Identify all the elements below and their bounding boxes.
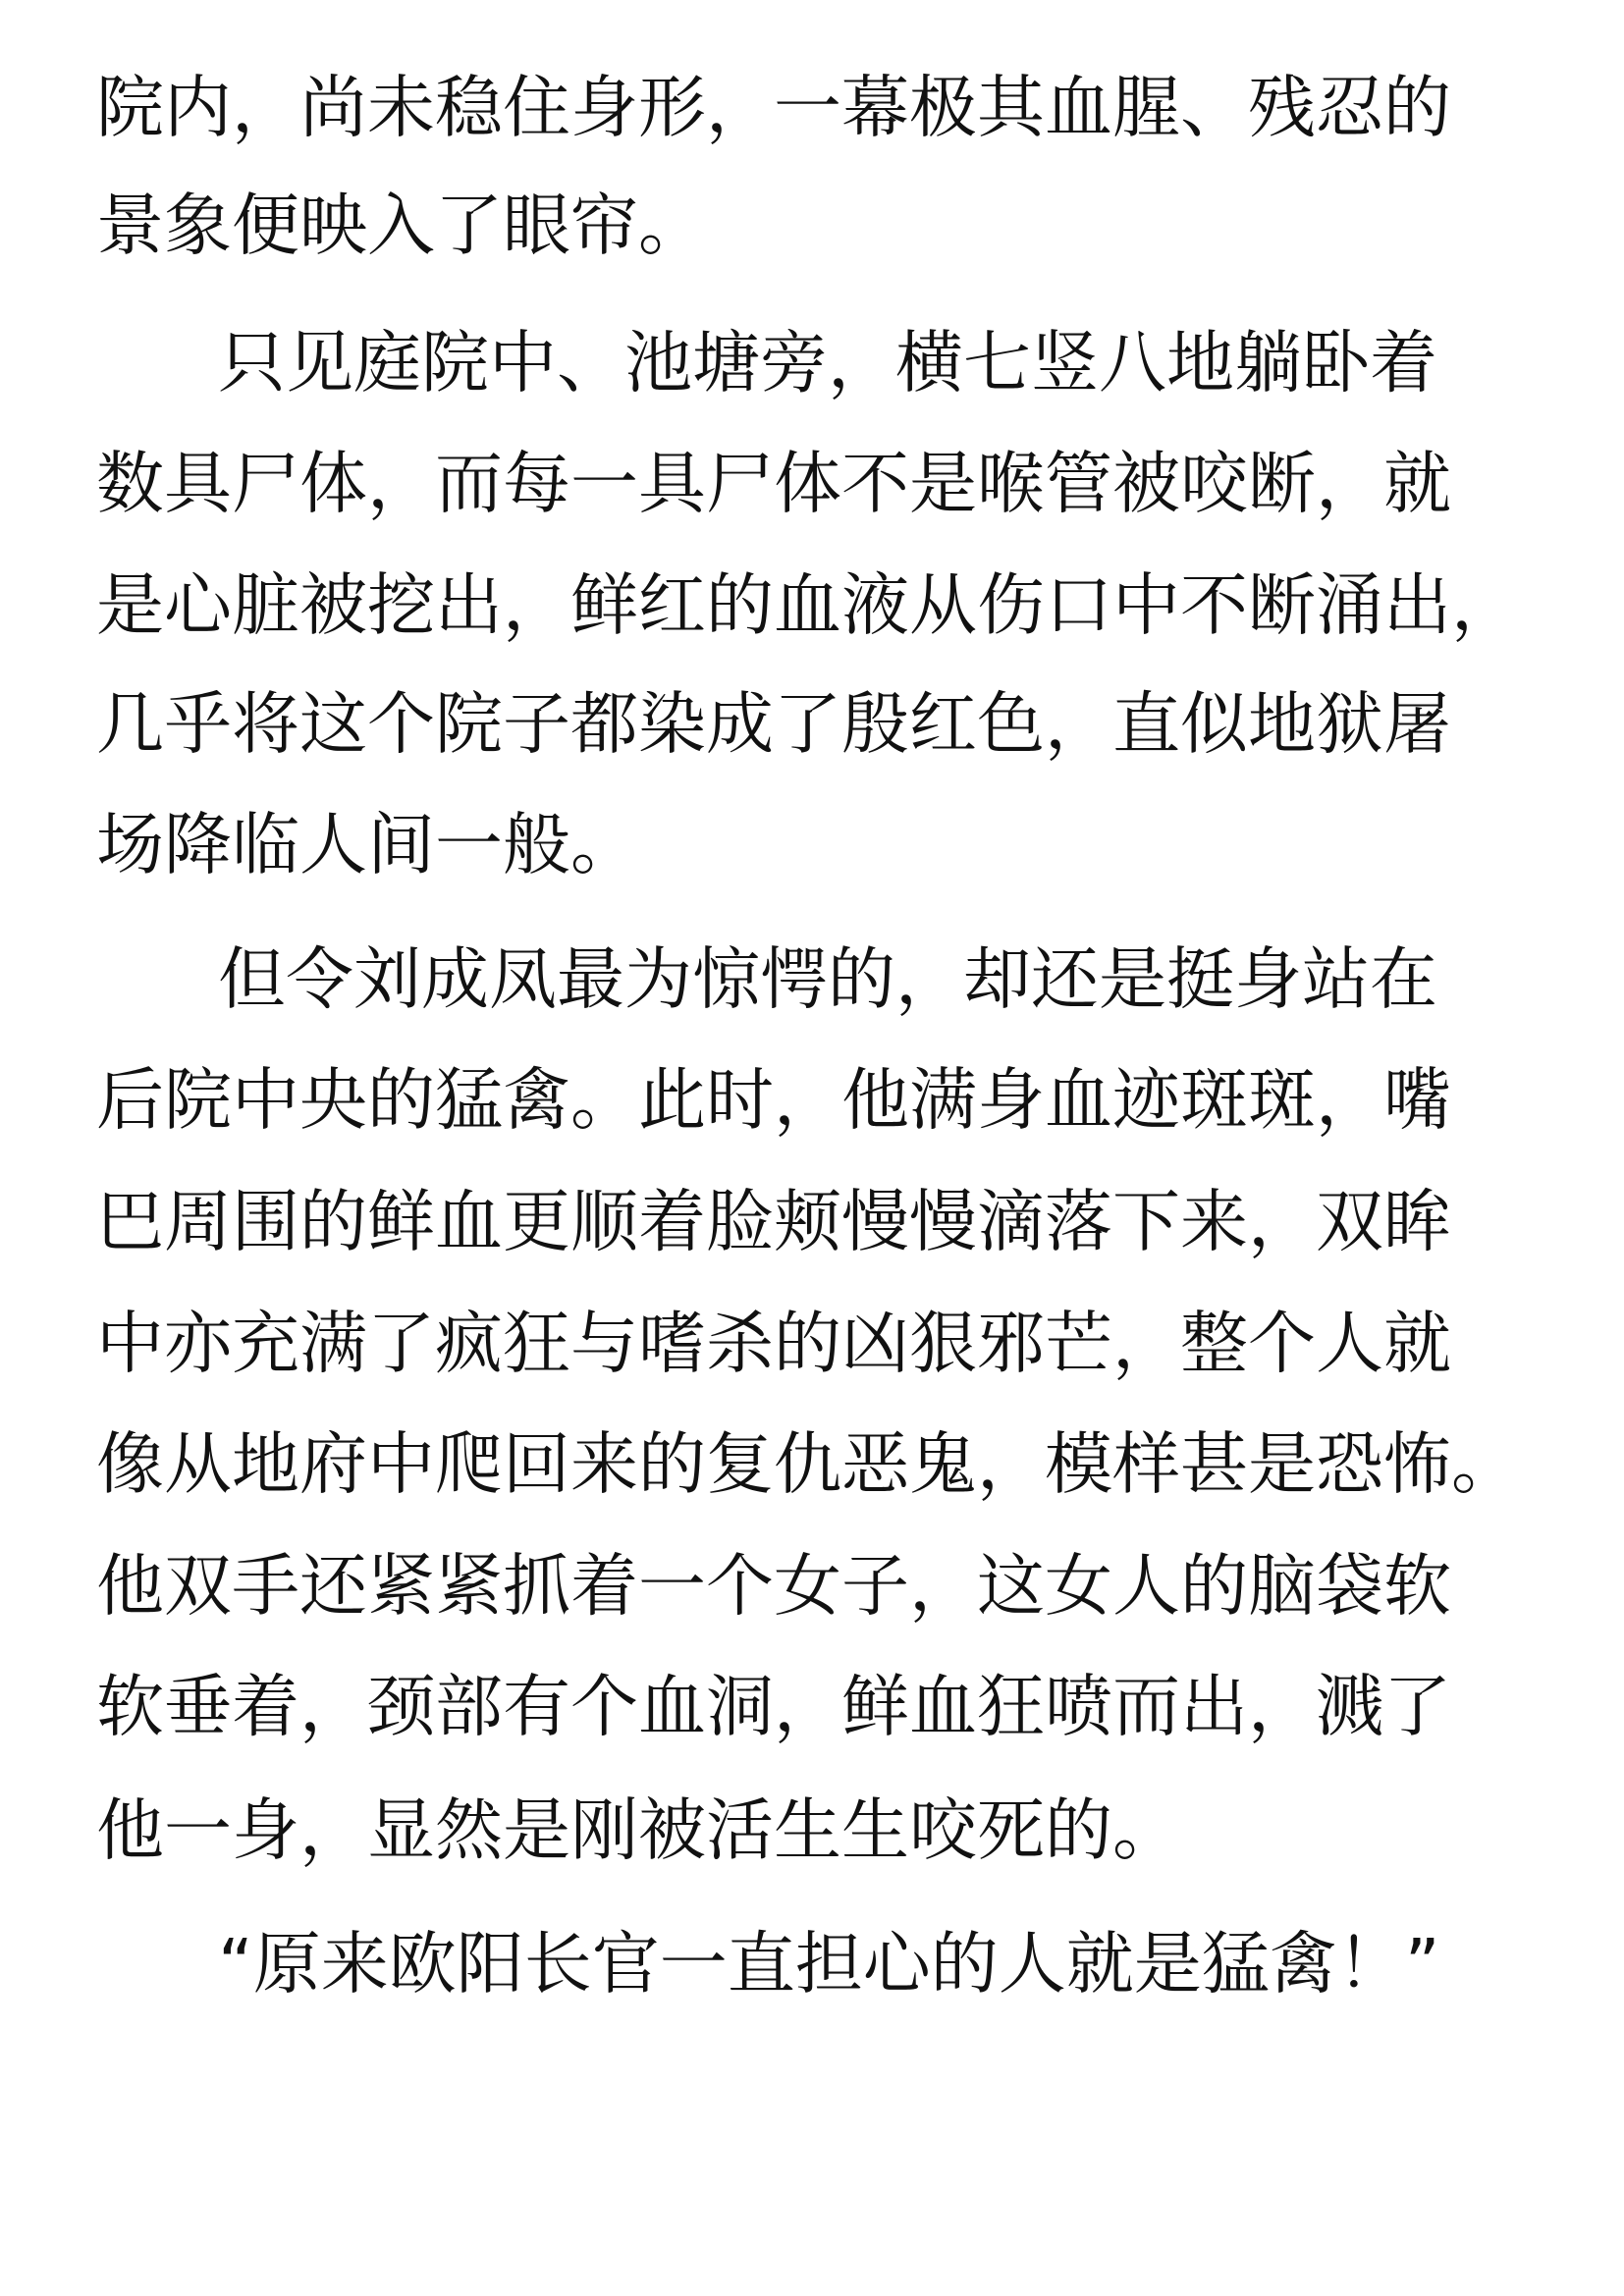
text-line: 场降临人间一般。 xyxy=(96,806,638,884)
text-line: 他一身，显然是刚被活生生咬死的。 xyxy=(96,1791,1180,1870)
text-line: 景象便映入了眼帘。 xyxy=(96,187,706,265)
text-line: 像从地府中爬回来的复仇恶鬼，模样甚是恐怖。 xyxy=(96,1425,1519,1504)
text-line: 巴周围的鲜血更顺着脸颊慢慢滴落下来，双眸 xyxy=(96,1183,1451,1261)
paragraph-first-line: 但令刘成凤最为惊愕的，却还是挺身站在 xyxy=(218,940,1437,1019)
text-line: 是心脏被挖出，鲜红的血液从伤口中不断涌出， xyxy=(96,566,1519,645)
dialogue-line: “原来欧阳长官一直担心的人就是猛禽！” xyxy=(218,1925,1440,2003)
text-line: 院内，尚未稳住身形，一幕极其血腥、残忍的 xyxy=(96,69,1451,147)
text-line: 几乎将这个院子都染成了殷红色，直似地狱屠 xyxy=(96,685,1451,764)
text-line: 软垂着，颈部有个血洞，鲜血狂喷而出，溅了 xyxy=(96,1668,1451,1746)
text-line: 他双手还紧紧抓着一个女子，这女人的脑袋软 xyxy=(96,1547,1451,1626)
text-line: 数具尸体，而每一具尸体不是喉管被咬断，就 xyxy=(96,445,1451,523)
text-line: 中亦充满了疯狂与嗜杀的凶狠邪芒，整个人就 xyxy=(96,1305,1451,1383)
paragraph-first-line: 只见庭院中、池塘旁，横七竖八地躺卧着 xyxy=(218,324,1437,402)
text-line: 后院中央的猛禽。此时，他满身血迹斑斑，嘴 xyxy=(96,1061,1451,1140)
